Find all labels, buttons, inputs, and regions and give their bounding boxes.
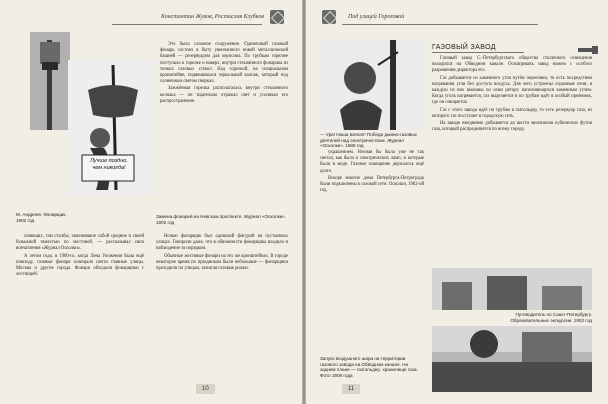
right-text-column-left: [320, 150, 424, 195]
gas-victory-caption: — Ура! Наша взяла!!! Победа дымно-газовых деятелей над электричеством. Журнал «Осколки». 1886 год: [320, 132, 417, 149]
header-ornament-icon: [322, 10, 336, 24]
section-title: ГАЗОВЫЙ ЗАВОД: [432, 44, 524, 53]
engraving-caption: Путеводитель по Санкт-Петербургу. Образовательные экскурсии. 1902 год: [510, 312, 592, 323]
left-page: [0, 0, 302, 404]
right-col2-para-4: На заводе ежедневно добывается до шести миллионов кубических футов газа, который распределяется по всему городу.: [432, 121, 592, 133]
balloon-photo-caption: Запуск воздушного шара на территории газового завода на Обводном канале. На заднем плане — газгольдер, хранилище газа. Фото 1909 года: [320, 356, 418, 378]
left-running-head: Константин Жуков, Ростислав Клубков: [160, 14, 264, 20]
right-col1-para-2: Вскоре многие дома Петербурга-Петрограда были подключены к газовой сети. Осколки, 1902-ой год.: [320, 175, 424, 194]
cartoon-caption: М. Андреев. Фонарщик. 1902 год: [16, 212, 67, 223]
left-col2-para-2: А летом года, в 1900-го, когда Лена Уложения была ещё повсюду, газовые фонари освещали почти главные улицы. Москва и другие города. Фонари обходили фонарщики с лестницей.: [16, 253, 144, 278]
left-text-column-bottom-2: [156, 234, 288, 273]
balloon-launch-photo: [432, 326, 592, 392]
header-ornament-icon: [270, 10, 284, 24]
right-col2-para-3: Газ с этого завода идёт по трубам в газгольдер, то есть резервуар газа, из которого газ поступает в городскую сеть.: [432, 107, 592, 119]
left-col3-para-1: Ночью фонарщик был одинокой фигурой на пустынных улицах. Говорили даже, что в обязанности фонарщика входило и наблюдение за порядком.: [156, 234, 288, 252]
right-text-column-main: [432, 56, 592, 134]
right-col2-para-2: Газ добывается из каменного угля путём перегонки, то есть посредством нагревания угля без доступа воздуха. Для чего устроены огромные печи, в каждую из них вмазаны по семи реторт, наполняющихся каменным углем. Когда уголь нагревается, газ выделяется и по трубам идёт в особый приёмник, где он очищается.: [432, 75, 592, 106]
left-col1-para-2: Зажжённая горелка располагалась внутри стеклянного колпака — он тщательно отражал свет и усиливал его распространение.: [160, 86, 288, 104]
left-page-number: 10: [196, 384, 215, 394]
right-col2-para-1: Газовый завод С.-Петербургского общества столичного освещения находился на Обводном канале. Осматривать завод можно с особого разрешения директора его.: [432, 56, 592, 74]
left-text-column-top: [160, 42, 288, 106]
right-running-head: Под улицей Гороховой: [348, 14, 405, 20]
pipe-tool-icon: [578, 45, 600, 55]
lamp-photo-caption: Заменa фонарей на Невском проспекте. Журнал «Осколки». 1902 год: [156, 214, 286, 225]
cartoon-text-line-2: чем никогда!: [92, 165, 126, 171]
left-col3-para-2: Обычные жестяные фонари на тех же кронштейнах. В городе некоторое время по праздникам были небольшие — фонарщики проходили по улицам, зажигая газовые рожки.: [156, 253, 288, 272]
right-header-rule: [342, 24, 538, 25]
right-col1-para-1: украшением. Ночная бы была уже не так светла, как была и электрических ламп, и которые были в моде. Газовое освещение держалось ещё долго.: [320, 150, 424, 174]
left-header-rule: [112, 24, 262, 25]
cartoon-text-line-1: Лучше поздно,: [90, 158, 128, 164]
left-col2-para-1: сияющих, там столбы, заменившие собой средние и своей бумажной тяжестью по мостовой, — рассказывал свои впечатления «Журнал Осколки».: [16, 234, 144, 252]
lamplighter-cartoon: [68, 60, 154, 195]
street-lamp-photo: [30, 32, 70, 130]
gas-victory-cartoon: [320, 40, 424, 130]
left-text-column-bottom-1: [16, 234, 144, 279]
right-page: [306, 0, 608, 404]
gas-works-engraving: [432, 268, 592, 310]
right-page-number: 11: [342, 384, 360, 394]
left-col1-para-1: Это было сложное сооружение. Одиночный газовый фонарь состоял в быту увенчанного новой металлической башней — резервуаром для керосина. По трубкам горючее поступало к горелке и наверх, внутри стеклянного фонарика из тонких газовых стекол. Над горелкой, на специальном кронштейне, подвешивался зеркальный колпак, который под солнечным светом сверкал.: [160, 42, 288, 85]
